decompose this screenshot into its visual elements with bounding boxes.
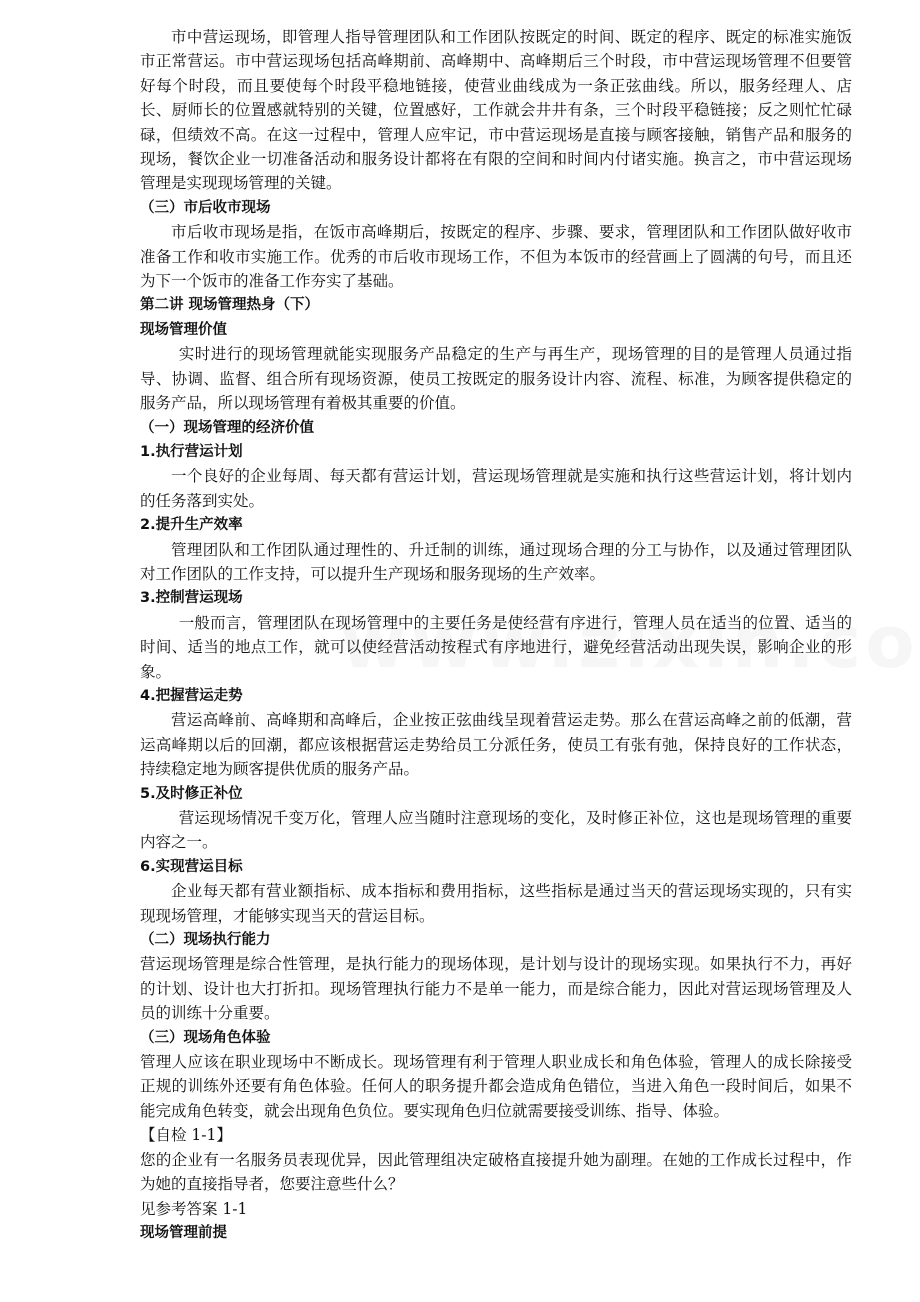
heading-item-4: 4.把握营运走势 xyxy=(140,687,243,704)
heading-item-6: 6.实现营运目标 xyxy=(140,858,243,875)
reference-answer-note: 见参考答案 1-1 xyxy=(140,1199,248,1218)
heading-item-5: 5.及时修正补位 xyxy=(140,785,243,802)
heading-xianchang-jiazhi: 现场管理价值 xyxy=(140,321,227,338)
paragraph-juese-tiyan: 管理人应该在职业现场中不断成长。现场管理有利于管理人职业成长和角色体验，管理人的成长除接受正规的训练外还要有角色体验。任何人的职务提升都会造成角色错位，当进入角色一段时间后，如果不能完成角色转变，就会出现角色负位。要实现角色归位就需要接受训练、指导、体验。 xyxy=(140,1053,852,1120)
heading-item-3: 3.控制营运现场 xyxy=(140,590,243,607)
self-check-question: 您的企业有一名服务员表现优异，因此管理组决定破格直接提升她为副理。在她的工作成长过程中，作为她的直接指导者，您要注意些什么？ xyxy=(140,1150,852,1194)
paragraph-shizhong-yingyun: 市中营运现场，即管理人指导管理团队和工作团队按既定的时间、既定的程序、既定的标准实施饭市正常营运。市中营运现场包括高峰期前、高峰期中、高峰期后三个时段，市中营运现场管理不但要管好每个时段，而且要使每个时段平稳地链接，使营业曲线成为一条正弦曲线。所以，服务经理人、店长、厨师长的位置感就特别的关键，位置感好，工作就会井井有条，三个时段平稳链接；反之则忙忙碌碌，但绩效不高。在这一过程中，管理人应牢记，市中营运现场是直接与顾客接触，销售产品和服务的现场，餐饮企业一切准备活动和服务设计都将在有限的空间和时间内付诸实施。换言之，市中营运现场管理是实现现场管理的关键。 xyxy=(140,28,852,193)
lecture-title: 第二讲 现场管理热身（下） xyxy=(140,297,320,314)
paragraph-item-4: 营运高峰前、高峰期和高峰后，企业按正弦曲线呈现着营运走势。那么在营运高峰之前的低潮，营运高峰期以后的回潮，都应该根据营运走势给员工分派任务，使员工有张有弛，保持良好的工作状态，持续稳定地为顾客提供优质的服务产品。 xyxy=(140,711,852,779)
paragraph-item-1: 一个良好的企业每周、每天都有营运计划，营运现场管理就是实施和执行这些营运计划，将计划内的任务落到实处。 xyxy=(140,467,852,510)
heading-shihou-shoushi: （三）市后收市现场 xyxy=(140,199,271,216)
heading-item-1: 1.执行营运计划 xyxy=(140,443,243,460)
paragraph-shihou-shoushi: 市后收市现场是指，在饭市高峰期后，按既定的程序、步骤、要求，管理团队和工作团队做好收市准备工作和收市实施工作。优秀的市后收市现场工作，不但为本饭市的经营画上了圆满的句号，而且还为下一个饭市的准备工作夯实了基础。 xyxy=(140,223,852,291)
paragraph-zhixing-nengli: 营运现场管理是综合性管理，是执行能力的现场体现，是计划与设计的现场实现。如果执行不力，再好的计划、设计也大打折扣。现场管理执行能力不是单一能力，而是综合能力，因此对营运现场管理及人员的训练十分重要。 xyxy=(140,955,852,1023)
heading-zhixing-nengli: （二）现场执行能力 xyxy=(140,932,271,949)
paragraph-item-3: 一般而言，管理团队在现场管理中的主要任务是使经营有序进行，管理人员在适当的位置、适当的时间、适当的地点工作，就可以使经营活动按程式有序地进行，避免经营活动出现失误，影响企业的形象。 xyxy=(140,613,852,681)
paragraph-item-2: 管理团队和工作团队通过理性的、升迁制的训练，通过现场合理的分工与协作，以及通过管理团队对工作团队的工作支持，可以提升生产现场和服务现场的生产效率。 xyxy=(140,540,852,583)
self-check-label: 【自检 1-1】 xyxy=(140,1126,232,1145)
heading-juese-tiyan: （三）现场角色体验 xyxy=(140,1029,271,1046)
paragraph-item-6: 企业每天都有营业额指标、成本指标和费用指标，这些指标是通过当天的营运现场实现的，只有实现现场管理，才能够实现当天的营运目标。 xyxy=(140,882,852,925)
paragraph-xianchang-jiazhi: 实时进行的现场管理就能实现服务产品稳定的生产与再生产，现场管理的目的是管理人员通过指导、协调、监督、组合所有现场资源，使员工按既定的服务设计内容、流程、标准，为顾客提供稳定的服务产品，所以现场管理有着极其重要的价值。 xyxy=(140,345,852,413)
heading-jingji-jiazhi: （一）现场管理的经济价值 xyxy=(140,419,314,436)
document-page xyxy=(140,25,852,1245)
paragraph-item-5: 营运现场情况千变万化，管理人应当随时注意现场的变化，及时修正补位，这也是现场管理的重要内容之一。 xyxy=(140,809,852,852)
heading-xianchang-qianti: 现场管理前提 xyxy=(140,1224,227,1241)
heading-item-2: 2.提升生产效率 xyxy=(140,517,243,534)
